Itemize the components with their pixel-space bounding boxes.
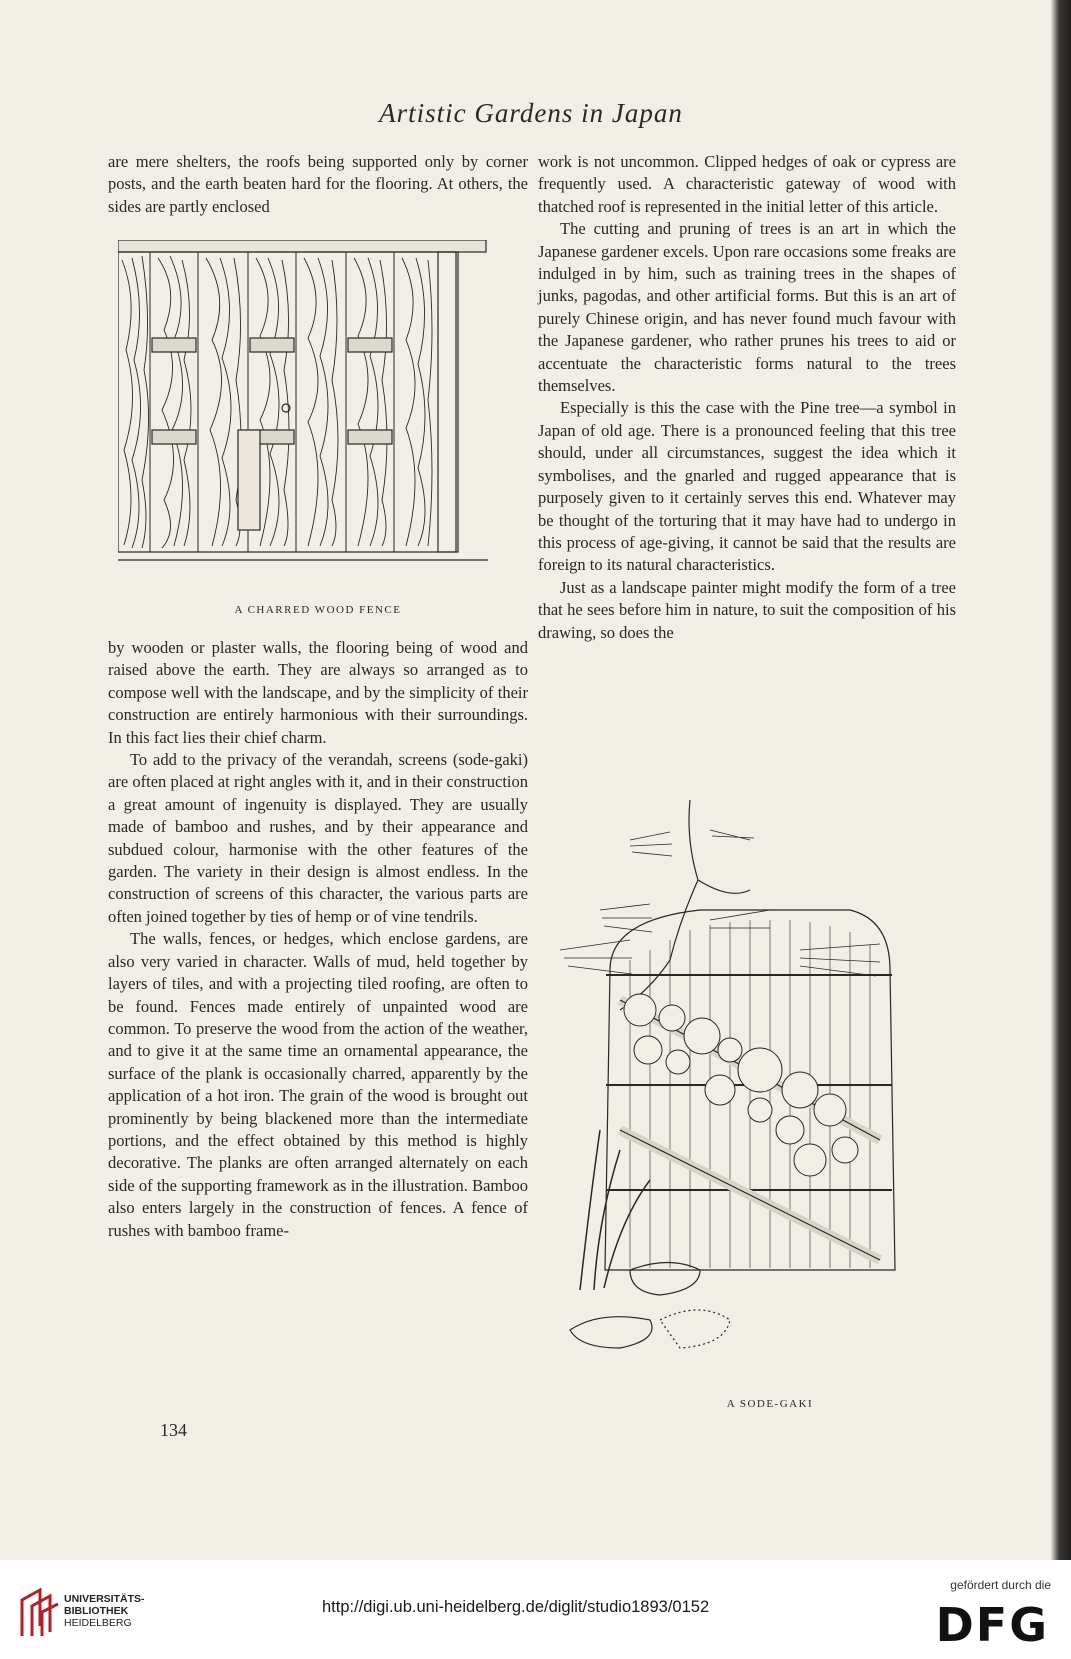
funding-label: gefördert durch die xyxy=(950,1578,1051,1592)
sode-gaki-illustration xyxy=(560,800,955,1392)
paragraph: To add to the privacy of the verandah, screens (sode-gaki) are often placed at right angles with it, and in their construction a great amount of ingenuity is displayed. They are usually made of bamboo and rushes, and by their appearance and subdued colour, harmonise with the other features of the garden. The variety in their design is almost endless. In the construction of screens of this character, the various parts are often joined together by ties of hemp or of vine tendrils. xyxy=(108,750,528,926)
paragraph: by wooden or plaster walls, the flooring being of wood and raised above the earth. They are always so arranged as to compose well with the landscape, and by the simplicity of their construction are entirely harmonious with their surroundings. In this fact lies their chief charm. xyxy=(108,638,528,747)
left-column-top xyxy=(108,151,528,218)
paragraph: work is not uncommon. Clipped hedges of oak or cypress are frequently used. A characteristic gateway of wood with thatched roof is represented in the initial letter of this article. xyxy=(538,152,956,216)
library-name: UNIVERSITÄTS- BIBLIOTHEK HEIDELBERG xyxy=(64,1593,145,1629)
paragraph: The walls, fences, or hedges, which enclose gardens, are also very varied in character. Walls of mud, held together by layers of tiles, and with a projecting tiled roofing, are often to be found. Fences made entirely of unpainted wood are common. To preserve the wood from the action of the weather, and to give it at the same time an ornamental appearance, the surface of the plank is occasionally charred, apparently by the application of a hot iron. The grain of the wood is brought out prominently by being blackened more than the intermediate portions, and the effect obtained by this method is highly decorative. The planks are often arranged alternately on each side of the supporting framework as in the illustration. Bamboo also enters largely in the construction of fences. A fence of rushes with bamboo frame- xyxy=(108,929,528,1240)
charred-wood-fence-illustration xyxy=(118,240,518,595)
running-head: Artistic Gardens in Japan xyxy=(379,98,683,128)
page-edge-shadow xyxy=(1051,0,1071,1560)
figure-caption-fence: A CHARRED WOOD FENCE xyxy=(234,604,402,616)
figure-caption-sode-gaki: A SODE-GAKI xyxy=(726,1398,814,1410)
paragraph: are mere shelters, the roofs being supported only by corner posts, and the earth beaten hard for the flooring. At others, the sides are partly enclosed xyxy=(108,152,528,216)
page-number: 134 xyxy=(160,1420,187,1440)
paragraph: The cutting and pruning of trees is an art in which the Japanese gardener excels. Upon rare occasions some freaks are indulged in by him, such as training trees in the shapes of junks, pagodas, and other artificial forms. But this is an art of purely Chinese origin, and has never found much favour with the Japanese gardener, who rather prunes his trees to aid or accentuate the characteristic forms natural to the trees themselves. xyxy=(538,219,956,396)
library-logo-icon xyxy=(18,1586,60,1638)
left-column-bottom xyxy=(108,637,528,1242)
digitization-footer xyxy=(0,1560,1071,1659)
source-url-link[interactable]: http://digi.ub.uni-heidelberg.de/diglit/studio1893/0152 xyxy=(322,1598,710,1616)
right-column xyxy=(538,151,956,644)
dfg-logo: DFG xyxy=(935,1598,1049,1652)
paragraph: Just as a landscape painter might modify the form of a tree that he sees before him in nature, to suit the composition of his drawing, so does the xyxy=(538,577,956,642)
paragraph: Especially is this the case with the Pine tree—a symbol in Japan of old age. There is a pronounced feeling that this tree should, under all circumstances, suggest the idea which it symbolises, and the gnarled and rugged appearance that is purposely given to it certainly serves this end. Whatever may be thought of the torturing that it may have had to undergo in this process of age-giving, it cannot be said that the results are foreign to its natural characteristics. xyxy=(538,398,956,575)
